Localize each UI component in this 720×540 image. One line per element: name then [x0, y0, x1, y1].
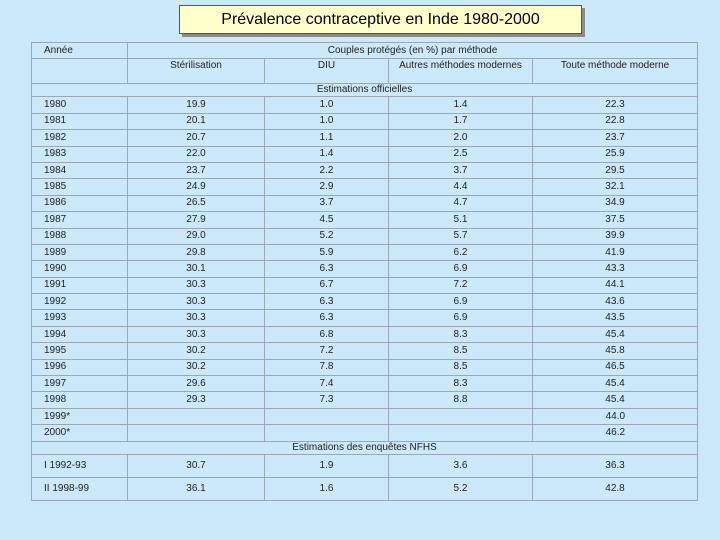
table-row	[32, 326, 698, 342]
toute-cell: 42.8	[533, 477, 698, 500]
autres-cell: 2.0	[389, 130, 533, 146]
autres-cell: 8.3	[389, 376, 533, 392]
section-label-official: Estimations officielles	[32, 84, 698, 97]
table-row	[32, 162, 698, 178]
table-row	[32, 130, 698, 146]
diu-cell: 3.7	[265, 195, 389, 211]
sterilisation-cell	[128, 425, 265, 441]
sterilisation-cell: 24.9	[128, 179, 265, 195]
section-row-nfhs	[32, 441, 698, 454]
table-row	[32, 97, 698, 113]
table-row	[32, 195, 698, 211]
toute-cell: 43.5	[533, 310, 698, 326]
sterilisation-cell: 30.3	[128, 277, 265, 293]
year-cell: 1989	[32, 244, 128, 260]
toute-cell: 46.2	[533, 425, 698, 441]
autres-cell: 6.2	[389, 244, 533, 260]
toute-cell: 22.8	[533, 113, 698, 129]
empty-header-cell	[32, 59, 128, 84]
autres-cell: 8.3	[389, 326, 533, 342]
sterilisation-cell: 22.0	[128, 146, 265, 162]
sterilisation-cell: 30.3	[128, 326, 265, 342]
table-row	[32, 454, 698, 477]
year-cell: 1998	[32, 392, 128, 408]
year-cell: 1986	[32, 195, 128, 211]
autres-cell: 4.4	[389, 179, 533, 195]
diu-cell: 7.8	[265, 359, 389, 375]
table-row	[32, 310, 698, 326]
year-cell: 1980	[32, 97, 128, 113]
table-row	[32, 408, 698, 424]
diu-cell: 7.4	[265, 376, 389, 392]
diu-cell: 5.9	[265, 244, 389, 260]
autres-cell: 6.9	[389, 294, 533, 310]
diu-cell: 1.4	[265, 146, 389, 162]
sterilisation-cell: 23.7	[128, 162, 265, 178]
toute-cell: 45.4	[533, 392, 698, 408]
toute-cell: 44.0	[533, 408, 698, 424]
autres-cell	[389, 408, 533, 424]
year-cell: 2000*	[32, 425, 128, 441]
sterilisation-cell: 30.3	[128, 310, 265, 326]
diu-cell: 6.3	[265, 310, 389, 326]
diu-cell: 1.0	[265, 113, 389, 129]
autres-cell: 1.7	[389, 113, 533, 129]
diu-cell: 4.5	[265, 212, 389, 228]
toute-cell: 45.8	[533, 343, 698, 359]
sterilisation-cell: 29.3	[128, 392, 265, 408]
col-header-toute: Toute méthode moderne	[533, 59, 698, 84]
year-cell: 1994	[32, 326, 128, 342]
table-row	[32, 261, 698, 277]
autres-cell: 5.7	[389, 228, 533, 244]
year-cell: 1992	[32, 294, 128, 310]
year-header: Année	[32, 43, 128, 59]
year-cell: 1999*	[32, 408, 128, 424]
toute-cell: 39.9	[533, 228, 698, 244]
sterilisation-cell: 30.2	[128, 359, 265, 375]
year-cell: 1983	[32, 146, 128, 162]
col-header-sterilisation: Stérilisation	[128, 59, 265, 84]
year-cell: 1996	[32, 359, 128, 375]
diu-cell: 1.1	[265, 130, 389, 146]
diu-cell: 1.9	[265, 454, 389, 477]
table-row	[32, 228, 698, 244]
diu-cell: 6.7	[265, 277, 389, 293]
year-cell: 1982	[32, 130, 128, 146]
toute-cell: 36.3	[533, 454, 698, 477]
autres-cell: 3.7	[389, 162, 533, 178]
diu-cell: 7.2	[265, 343, 389, 359]
diu-cell	[265, 425, 389, 441]
sterilisation-cell: 29.0	[128, 228, 265, 244]
sterilisation-cell: 36.1	[128, 477, 265, 500]
autres-cell: 5.1	[389, 212, 533, 228]
table-row	[32, 244, 698, 260]
sterilisation-cell: 29.8	[128, 244, 265, 260]
diu-cell: 5.2	[265, 228, 389, 244]
diu-cell: 6.3	[265, 261, 389, 277]
year-cell: 1991	[32, 277, 128, 293]
prevalence-table	[31, 42, 698, 501]
sterilisation-cell: 30.7	[128, 454, 265, 477]
toute-cell: 29.5	[533, 162, 698, 178]
diu-cell: 2.9	[265, 179, 389, 195]
header-row-1	[32, 43, 698, 59]
year-cell: I 1992-93	[32, 454, 128, 477]
autres-cell	[389, 425, 533, 441]
toute-cell: 23.7	[533, 130, 698, 146]
toute-cell: 41.9	[533, 244, 698, 260]
table-row	[32, 113, 698, 129]
table-row	[32, 212, 698, 228]
col-header-autres: Autres méthodes modernes	[389, 59, 533, 84]
sterilisation-cell: 29.6	[128, 376, 265, 392]
table-row	[32, 294, 698, 310]
autres-cell: 4.7	[389, 195, 533, 211]
diu-cell: 6.3	[265, 294, 389, 310]
section-label-nfhs: Estimations des enquêtes NFHS	[32, 441, 698, 454]
diu-cell: 6.8	[265, 326, 389, 342]
toute-cell: 22.3	[533, 97, 698, 113]
sterilisation-cell: 26.5	[128, 195, 265, 211]
autres-cell: 5.2	[389, 477, 533, 500]
table-row	[32, 392, 698, 408]
table-row	[32, 179, 698, 195]
table-row	[32, 376, 698, 392]
toute-cell: 32.1	[533, 179, 698, 195]
table-row	[32, 425, 698, 441]
toute-cell: 45.4	[533, 326, 698, 342]
toute-cell: 46.5	[533, 359, 698, 375]
sterilisation-cell: 27.9	[128, 212, 265, 228]
diu-cell	[265, 408, 389, 424]
table-row	[32, 477, 698, 500]
autres-cell: 6.9	[389, 310, 533, 326]
col-header-diu: DIU	[265, 59, 389, 84]
sterilisation-cell: 30.2	[128, 343, 265, 359]
sterilisation-cell: 19.9	[128, 97, 265, 113]
table-row	[32, 343, 698, 359]
autres-cell: 2.5	[389, 146, 533, 162]
autres-cell: 6.9	[389, 261, 533, 277]
autres-cell: 8.5	[389, 343, 533, 359]
slide-title: Prévalence contraceptive en Inde 1980-2000	[179, 5, 582, 34]
toute-cell: 45.4	[533, 376, 698, 392]
autres-cell: 1.4	[389, 97, 533, 113]
year-cell: 1995	[32, 343, 128, 359]
toute-cell: 34.9	[533, 195, 698, 211]
year-cell: 1984	[32, 162, 128, 178]
toute-cell: 43.6	[533, 294, 698, 310]
diu-cell: 2.2	[265, 162, 389, 178]
year-cell: 1993	[32, 310, 128, 326]
year-cell: II 1998-99	[32, 477, 128, 500]
toute-cell: 43.3	[533, 261, 698, 277]
diu-cell: 7.3	[265, 392, 389, 408]
diu-cell: 1.0	[265, 97, 389, 113]
autres-cell: 8.8	[389, 392, 533, 408]
year-cell: 1981	[32, 113, 128, 129]
year-cell: 1997	[32, 376, 128, 392]
diu-cell: 1.6	[265, 477, 389, 500]
autres-cell: 3.6	[389, 454, 533, 477]
table-row	[32, 146, 698, 162]
toute-cell: 37.5	[533, 212, 698, 228]
autres-cell: 8.5	[389, 359, 533, 375]
group-header: Couples protégés (en %) par méthode	[128, 43, 698, 59]
autres-cell: 7.2	[389, 277, 533, 293]
year-cell: 1988	[32, 228, 128, 244]
toute-cell: 25.9	[533, 146, 698, 162]
section-row-official	[32, 84, 698, 97]
sterilisation-cell: 20.1	[128, 113, 265, 129]
sterilisation-cell: 20.7	[128, 130, 265, 146]
header-row-2	[32, 59, 698, 84]
sterilisation-cell	[128, 408, 265, 424]
year-cell: 1985	[32, 179, 128, 195]
sterilisation-cell: 30.1	[128, 261, 265, 277]
table-row	[32, 359, 698, 375]
year-cell: 1990	[32, 261, 128, 277]
sterilisation-cell: 30.3	[128, 294, 265, 310]
table-row	[32, 277, 698, 293]
toute-cell: 44.1	[533, 277, 698, 293]
year-cell: 1987	[32, 212, 128, 228]
